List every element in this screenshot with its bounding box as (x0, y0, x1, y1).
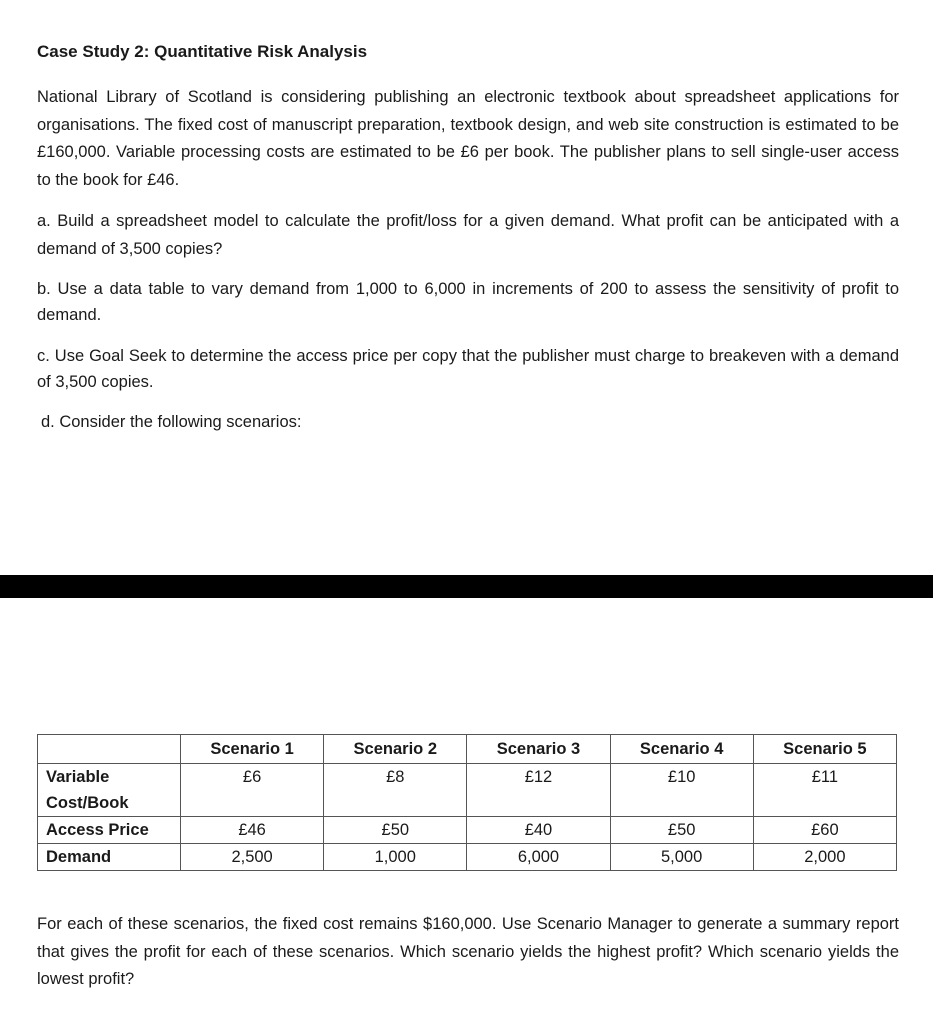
table-cell: 5,000 (610, 844, 753, 871)
question-a: a. Build a spreadsheet model to calculate the profit/loss for a given demand. What profit can be anticipated with a demand of 3,500 copies? (37, 212, 899, 258)
table-cell: £12 (467, 764, 610, 817)
row-label-demand: Demand (38, 844, 181, 871)
table-row (38, 764, 897, 817)
table-header-row (38, 735, 897, 764)
header-scenario-5: Scenario 5 (753, 735, 896, 764)
table-row (38, 844, 897, 871)
table-cell: £50 (610, 817, 753, 844)
table-cell: £10 (610, 764, 753, 817)
table-cell: 6,000 (467, 844, 610, 871)
table-cell: 1,000 (324, 844, 467, 871)
table-cell: £6 (181, 764, 324, 817)
header-scenario-4: Scenario 4 (610, 735, 753, 764)
header-scenario-2: Scenario 2 (324, 735, 467, 764)
question-c: c. Use Goal Seek to determine the access price per copy that the publisher must charge to breakeven with a demand of 3,500 copies. (37, 347, 899, 391)
table-cell: 2,000 (753, 844, 896, 871)
row-label-variable-cost: Variable Cost/Book (38, 764, 181, 817)
redaction-bar (0, 575, 933, 598)
closing-paragraph: For each of these scenarios, the fixed cost remains $160,000. Use Scenario Manager to generate a summary report that gives the profit for each of these scenarios. Which scenario yields the highest profit? Which scenario yields the lowest profit? (37, 915, 899, 988)
row-label-access-price: Access Price (38, 817, 181, 844)
intro-paragraph: National Library of Scotland is considering publishing an electronic textbook about spreadsheet applications for organisations. The fixed cost of manuscript preparation, textbook design, and web site construction is estimated to be £160,000. Variable processing costs are estimated to be £6 per book. The publisher plans to sell single-user access to the book for £46. (37, 88, 899, 189)
table-cell: £60 (753, 817, 896, 844)
page-title: Case Study 2: Quantitative Risk Analysis (37, 42, 368, 61)
scenario-table (37, 734, 897, 871)
table-cell: £50 (324, 817, 467, 844)
table-row (38, 817, 897, 844)
table-cell: £40 (467, 817, 610, 844)
table-cell: 2,500 (181, 844, 324, 871)
question-d: d. Consider the following scenarios: (41, 413, 302, 431)
header-scenario-1: Scenario 1 (181, 735, 324, 764)
table-cell: £11 (753, 764, 896, 817)
question-b: b. Use a data table to vary demand from 1,000 to 6,000 in increments of 200 to assess the sensitivity of profit to demand. (37, 280, 899, 324)
table-cell: £8 (324, 764, 467, 817)
header-scenario-3: Scenario 3 (467, 735, 610, 764)
table-corner-cell (38, 735, 181, 764)
table-cell: £46 (181, 817, 324, 844)
